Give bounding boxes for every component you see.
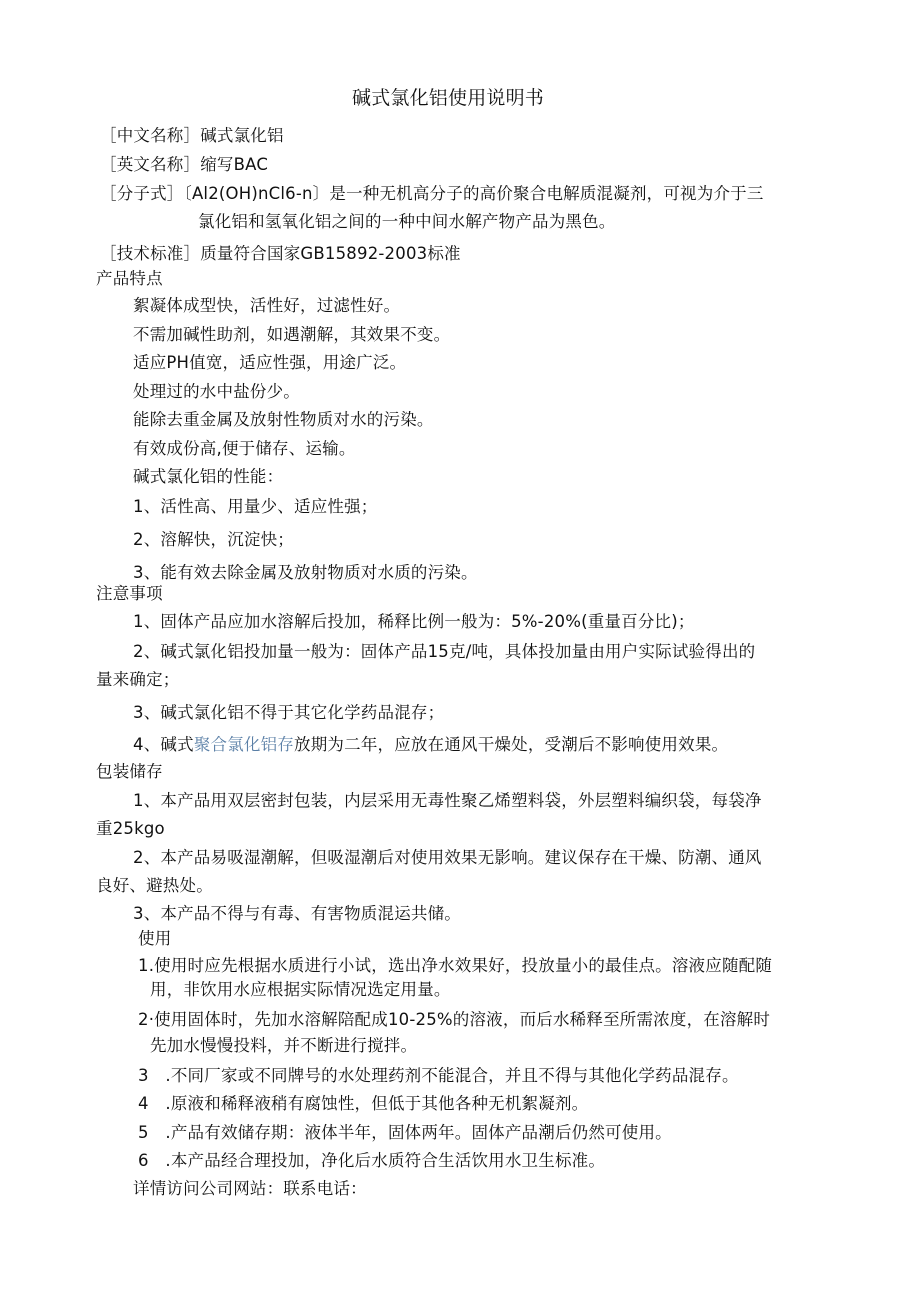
contact-info: 详情访问公司网站：联系电话：	[133, 1179, 367, 1198]
feature-item: 处理过的水中盐份少。	[133, 382, 300, 401]
feature-item: 适应PH值宽，适应性强，用途广泛。	[133, 353, 407, 372]
usage-item: 1.使用时应先根据水质进行小试，选出净水效果好，投放量小的最佳点。溶液应随配随	[138, 956, 773, 975]
molecular-formula: ［分子式］〔Al2(OH)nCl6-n〕是一种无机高分子的高价聚合电解质混凝剂，可视为介于三	[100, 184, 764, 203]
notes-heading: 注意事项	[96, 584, 163, 603]
performance-item: 2、溶解快，沉淀快；	[133, 530, 294, 549]
technical-standard: ［技术标准］质量符合国家GB15892-2003标准	[100, 244, 461, 263]
note-item: 3、碱式氯化铝不得于其它化学药品混存；	[133, 703, 445, 722]
page-title: 碱式氯化铝使用说明书	[352, 87, 545, 109]
usage-item: 2·使用固体时，先加水溶解陪配成10-25%的溶液，而后水稀释至所需浓度，在溶解时	[138, 1010, 771, 1029]
storage-item: 1、本产品用双层密封包装，内层采用无毒性聚乙烯塑料袋，外层塑料编织袋，每袋净	[133, 791, 762, 810]
usage-item: 3 .不同厂家或不同牌号的水处理药剂不能混合，并且不得与其他化学药品混存。	[138, 1066, 739, 1085]
performance-heading: 碱式氯化铝的性能：	[133, 467, 284, 486]
storage-item-cont: 重25kgo	[96, 819, 165, 838]
feature-item: 絮凝体成型快，活性好，过滤性好。	[133, 296, 401, 315]
storage-item: 3、本产品不得与有毒、有害物质混运共储。	[133, 904, 461, 923]
note-text: 4、碱式	[133, 735, 194, 754]
english-name: ［英文名称］缩写BAC	[100, 155, 269, 174]
usage-item: 6 .本产品经合理投加，净化后水质符合生活饮用水卫生标准。	[138, 1151, 606, 1170]
note-item	[133, 734, 728, 756]
product-link[interactable]: 聚合氯化铝存	[193, 735, 295, 754]
storage-heading: 包装储存	[96, 762, 163, 781]
feature-item: 不需加碱性助剂，如遇潮解，其效果不变。	[133, 325, 451, 344]
chinese-name: ［中文名称］碱式氯化铝	[100, 126, 284, 145]
features-heading: 产品特点	[96, 269, 163, 288]
note-item: 1、固体产品应加水溶解后投加，稀释比例一般为：5%-20%(重量百分比)；	[133, 612, 695, 631]
usage-item-cont: 先加水慢慢投料，并不断进行搅拌。	[150, 1036, 418, 1055]
usage-item: 5 .产品有效储存期：液体半年，固体两年。固体产品潮后仍然可使用。	[138, 1123, 672, 1142]
usage-item-cont: 用，非饮用水应根据实际情况选定用量。	[150, 980, 451, 999]
note-text: 放期为二年，应放在通风干燥处，受潮后不影响使用效果。	[294, 735, 729, 754]
note-item-cont: 量来确定；	[96, 670, 180, 689]
storage-item-cont: 良好、避热处。	[96, 876, 213, 895]
performance-item: 3、能有效去除金属及放射物质对水质的污染。	[133, 563, 478, 582]
feature-item: 有效成份高,便于储存、运输。	[133, 439, 356, 458]
usage-item: 4 .原液和稀释液稍有腐蚀性，但低于其他各种无机絮凝剂。	[138, 1094, 589, 1113]
storage-item: 2、本产品易吸湿潮解，但吸湿潮后对使用效果无影响。建议保存在干燥、防潮、通风	[133, 848, 762, 867]
note-item: 2、碱式氯化铝投加量一般为：固体产品15克/吨，具体投加量由用户实际试验得出的	[133, 642, 756, 661]
molecular-formula-cont: 氯化铝和氢氧化铝之间的一种中间水解产物产品为黑色。	[198, 212, 616, 231]
usage-heading: 使用	[138, 929, 172, 948]
performance-item: 1、活性高、用量少、适应性强；	[133, 497, 378, 516]
feature-item: 能除去重金属及放射性物质对水的污染。	[133, 410, 434, 429]
